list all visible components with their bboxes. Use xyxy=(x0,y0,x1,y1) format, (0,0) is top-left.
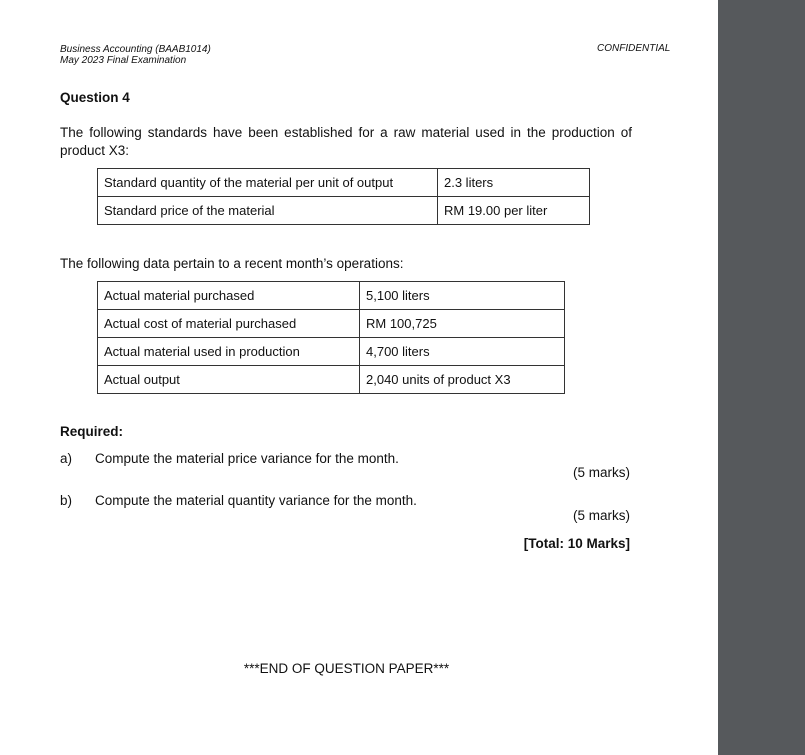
actual-value: 5,100 liters xyxy=(360,282,565,310)
exam-session: May 2023 Final Examination xyxy=(60,55,187,66)
actual-value: RM 100,725 xyxy=(360,310,565,338)
standards-table xyxy=(97,168,590,225)
standard-label: Standard price of the material xyxy=(98,197,438,225)
standard-value: 2.3 liters xyxy=(438,169,590,197)
item-a-text: Compute the material price variance for the month. xyxy=(95,451,399,466)
standard-value: RM 19.00 per liter xyxy=(438,197,590,225)
actuals-table xyxy=(97,281,565,394)
total-marks: [Total: 10 Marks] xyxy=(523,536,630,551)
table-row xyxy=(98,338,565,366)
viewer-sidebar xyxy=(718,0,805,755)
course-title: Business Accounting (BAAB1014) xyxy=(60,44,211,55)
actual-label: Actual material used in production xyxy=(98,338,360,366)
actual-value: 4,700 liters xyxy=(360,338,565,366)
item-b-marks: (5 marks) xyxy=(573,508,630,523)
data-intro: The following data pertain to a recent month’s operations: xyxy=(60,256,404,271)
question-title: Question 4 xyxy=(60,90,130,105)
required-heading: Required: xyxy=(60,424,124,439)
actual-label: Actual cost of material purchased xyxy=(98,310,360,338)
actual-label: Actual output xyxy=(98,366,360,394)
table-row xyxy=(98,366,565,394)
table-row xyxy=(98,310,565,338)
header-course-info xyxy=(60,44,211,66)
table-row xyxy=(98,197,590,225)
standard-label: Standard quantity of the material per unit of output xyxy=(98,169,438,197)
table-row xyxy=(98,169,590,197)
item-b-letter: b) xyxy=(60,493,73,508)
actual-value: 2,040 units of product X3 xyxy=(360,366,565,394)
item-b-text: Compute the material quantity variance for the month. xyxy=(95,493,417,508)
confidential-label: CONFIDENTIAL xyxy=(597,43,671,54)
question-intro: The following standards have been established for a raw material used in the production of product X3: xyxy=(60,125,632,158)
table-row xyxy=(98,282,565,310)
actual-label: Actual material purchased xyxy=(98,282,360,310)
item-a-letter: a) xyxy=(60,451,73,466)
end-of-paper: ***END OF QUESTION PAPER*** xyxy=(243,661,450,676)
item-a-marks: (5 marks) xyxy=(573,465,630,480)
